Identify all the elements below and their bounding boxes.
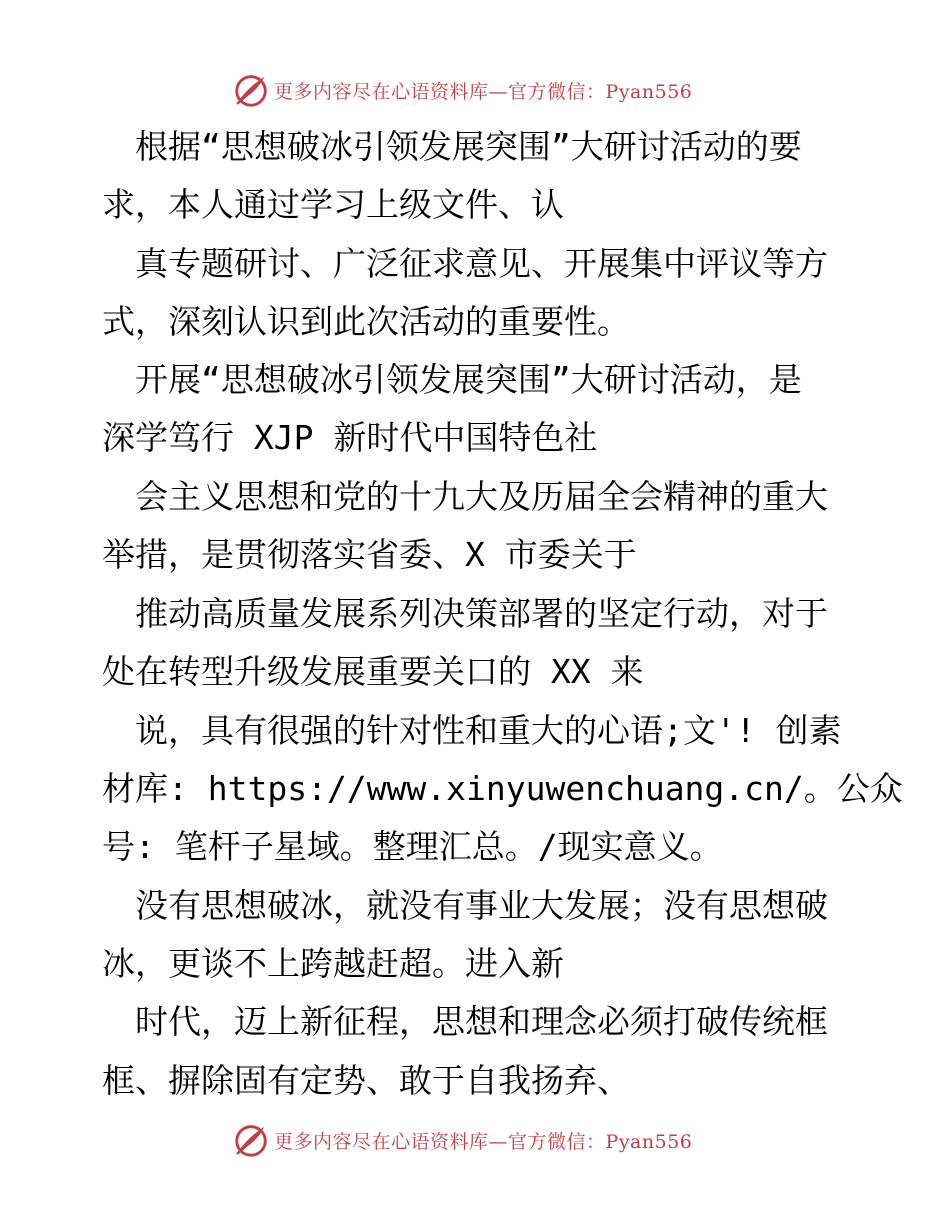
paragraph-8-line-1: 时代，迈上新征程，思想和理念必须打破传统框 — [135, 1002, 828, 1041]
watermark-site: 更多内容尽在心语资料库 — [274, 80, 489, 103]
paragraph-2-line-1: 真专题研讨、广泛征求意见、开展集中评议等方 — [135, 244, 828, 283]
paragraph-1-line-2: 求，本人通过学习上级文件、认 — [102, 185, 564, 224]
header-watermark — [232, 70, 712, 110]
watermark-wechat-id: Pyan556 — [605, 80, 693, 103]
paragraph-5-line-1: 推动高质量发展系列决策部署的坚定行动，对于 — [135, 594, 828, 633]
quill-logo-icon — [232, 71, 270, 109]
paragraph-8-line-2: 框、摒除固有定势、敢于自我扬弃、 — [102, 1061, 630, 1100]
watermark-separator: — — [488, 80, 509, 103]
watermark-wechat-label: 官方微信： — [508, 80, 606, 103]
paragraph-5-line-2: 处在转型升级发展重要关口的 XX 来 — [102, 652, 644, 691]
watermark-site: 更多内容尽在心语资料库 — [274, 1130, 489, 1153]
paragraph-3-line-2: 深学笃行 XJP 新时代中国特色社 — [102, 418, 598, 457]
paragraph-6-line-2: 材库: https://www.xinyuwenchuang.cn/。公众 — [102, 769, 903, 808]
paragraph-4-line-2: 举措，是贯彻落实省委、X 市委关于 — [102, 535, 637, 574]
watermark-separator: — — [488, 1130, 509, 1153]
watermark-text — [274, 1127, 692, 1154]
watermark-wechat-label: 官方微信： — [508, 1130, 606, 1153]
watermark-text — [274, 77, 692, 104]
paragraph-3-line-1: 开展“思想破冰引领发展突围”大研讨活动，是 — [135, 360, 802, 399]
paragraph-6-line-1: 说，具有很强的针对性和重大的心语;文'! 创素 — [135, 711, 842, 750]
paragraph-6-line-3: 号: 笔杆子星域。整理汇总。/现实意义。 — [102, 827, 723, 866]
paragraph-2-line-2: 式，深刻认识到此次活动的重要性。 — [102, 302, 630, 341]
watermark-wechat-id: Pyan556 — [605, 1130, 693, 1153]
paragraph-1-line-1: 根据“思想破冰引领发展突围”大研讨活动的要 — [135, 127, 802, 166]
footer-watermark — [232, 1120, 712, 1160]
paragraph-7-line-1: 没有思想破冰，就没有事业大发展；没有思想破 — [135, 886, 828, 925]
paragraph-4-line-1: 会主义思想和党的十九大及历届全会精神的重大 — [135, 477, 828, 516]
paragraph-7-line-2: 冰，更谈不上跨越赶超。进入新 — [102, 944, 564, 983]
quill-logo-icon — [232, 1121, 270, 1159]
